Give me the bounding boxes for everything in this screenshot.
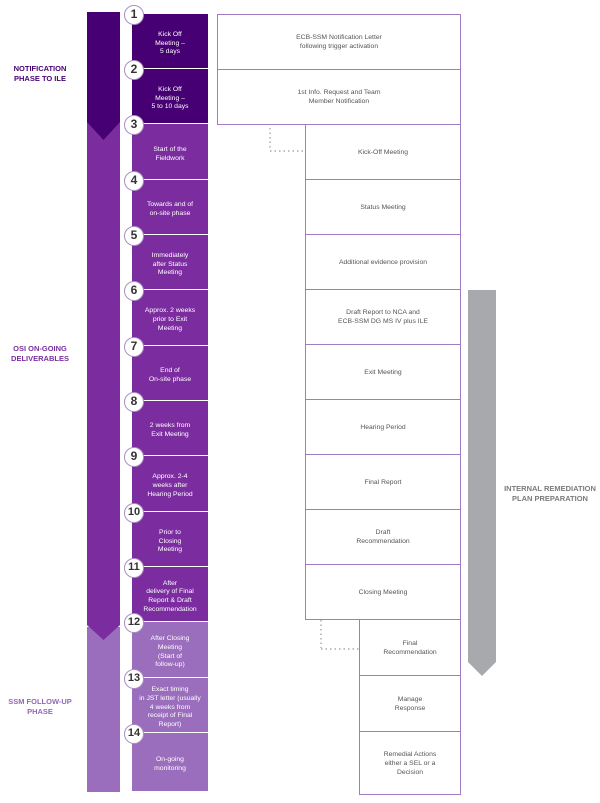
- deliverable-draft-recommendation: Draft Recommendation: [305, 509, 461, 565]
- step-number-3: 3: [124, 115, 144, 135]
- remediation-arrow: [468, 290, 496, 676]
- deliverable-kickoff-meeting: Kick-Off Meeting: [305, 124, 461, 180]
- step-number-12: 12: [124, 613, 144, 633]
- deliverable-hearing-period: Hearing Period: [305, 399, 461, 455]
- step-11: After delivery of Final Report & Draft Recommendation: [132, 567, 208, 621]
- deliverable-draft-report: Draft Report to NCA and ECB-SSM DG MS IV plus ILE: [305, 289, 461, 345]
- step-number-5: 5: [124, 226, 144, 246]
- step-6: Approx. 2 weeks prior to Exit Meeting: [132, 290, 208, 345]
- step-13: Exact timing in JST letter (usually 4 weeks from receipt of Final Report): [132, 678, 208, 732]
- step-number-4: 4: [124, 171, 144, 191]
- step-number-14: 14: [124, 724, 144, 744]
- step-number-7: 7: [124, 337, 144, 357]
- deliverable-closing-meeting: Closing Meeting: [305, 564, 461, 620]
- phase-label-followup: SSM FOLLOW-UP PHASE: [8, 697, 72, 716]
- deliverable-exit-meeting: Exit Meeting: [305, 344, 461, 400]
- step-number-13: 13: [124, 669, 144, 689]
- step-number-1: 1: [124, 5, 144, 25]
- deliverable-final-recommendation: Final Recommendation: [359, 619, 461, 676]
- step-number-6: 6: [124, 281, 144, 301]
- step-number-9: 9: [124, 447, 144, 467]
- step-4: Towards and of on-site phase: [132, 180, 208, 234]
- internal-remediation-label: INTERNAL REMEDIATION PLAN PREPARATION: [504, 484, 596, 503]
- step-number-2: 2: [124, 60, 144, 80]
- step-5: Immediately after Status Meeting: [132, 235, 208, 289]
- step-7: End of On-site phase: [132, 346, 208, 400]
- deliverable-remedial-actions: Remedial Actions either a SEL or a Decision: [359, 731, 461, 795]
- step-12: After Closing Meeting (Start of follow-up): [132, 622, 208, 677]
- deliverable-additional-evidence: Additional evidence provision: [305, 234, 461, 290]
- phase-label-notification: NOTIFICATION PHASE TO ILE: [13, 64, 67, 83]
- step-number-10: 10: [124, 503, 144, 523]
- phase-bar-followup: [87, 627, 120, 792]
- step-8: 2 weeks from Exit Meeting: [132, 401, 208, 455]
- deliverable-info-request: 1st Info. Request and Team Member Notification: [217, 69, 461, 125]
- deliverable-status-meeting: Status Meeting: [305, 179, 461, 235]
- step-2: Kick Off Meeting – 5 to 10 days: [132, 69, 208, 123]
- step-1: Kick Off Meeting – 5 days: [132, 14, 208, 68]
- step-9: Approx. 2-4 weeks after Hearing Period: [132, 456, 208, 511]
- phase-label-ongoing: OSI ON-GOING DELIVERABLES: [11, 344, 69, 363]
- deliverable-manage-response: Manage Response: [359, 675, 461, 732]
- deliverable-notification-letter: ECB-SSM Notification Letter following trigger activation: [217, 14, 461, 70]
- step-10: Prior to Closing Meeting: [132, 512, 208, 566]
- step-number-11: 11: [124, 558, 144, 578]
- step-number-8: 8: [124, 392, 144, 412]
- phase-bar-notification: [87, 12, 120, 140]
- step-3: Start of the Fieldwork: [132, 124, 208, 179]
- deliverable-final-report: Final Report: [305, 454, 461, 510]
- phase-bar-ongoing: [87, 122, 120, 640]
- step-14: On-going monitoring: [132, 733, 208, 791]
